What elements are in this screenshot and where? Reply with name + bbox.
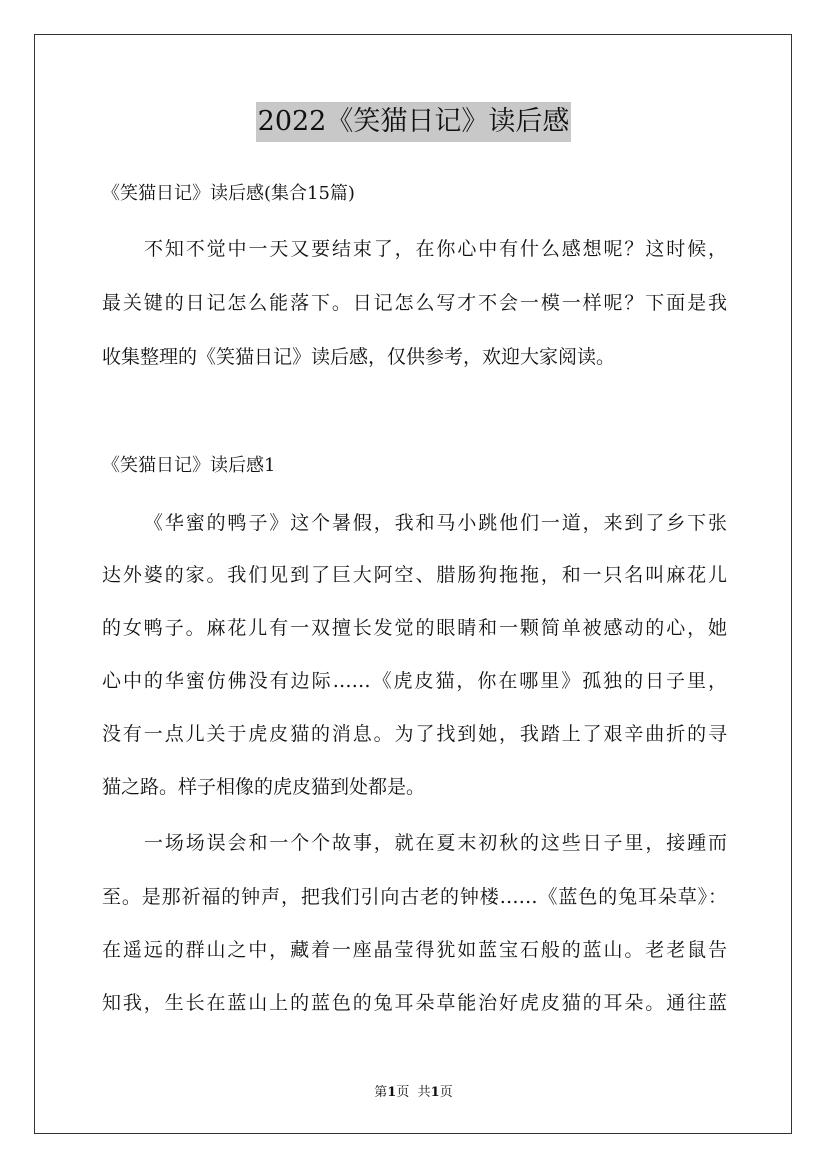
total-label-prefix: 共 bbox=[417, 1085, 431, 1100]
page-label-prefix: 第 bbox=[374, 1085, 388, 1100]
title-container bbox=[0, 102, 827, 142]
intro-line: 收集整理的《笑猫日记》读后感，仅供参考，欢迎大家阅读。 bbox=[102, 346, 616, 368]
paragraph-line: 的女鸭子。麻花儿有一双擅长发觉的眼睛和一颗简单被感动的心，她 bbox=[102, 617, 727, 639]
page-number: 1 bbox=[387, 1085, 397, 1100]
paragraph-line: 知我，生长在蓝山上的蓝色的兔耳朵草能治好虎皮猫的耳朵。通往蓝 bbox=[102, 992, 727, 1014]
page-label-suffix: 页 bbox=[396, 1085, 410, 1100]
paragraph-line: 猫之路。样子相像的虎皮猫到处都是。 bbox=[102, 776, 426, 798]
paragraph-line: 至。是那祈福的钟声，把我们引向古老的钟楼……《蓝色的兔耳朵草》： bbox=[102, 886, 727, 908]
paragraph-line: 心中的华蜜仿佛没有边际……《虎皮猫，你在哪里》孤独的日子里， bbox=[102, 670, 727, 692]
paragraph-line: 《华蜜的鸭子》这个暑假，我和马小跳他们一道，来到了乡下张 bbox=[144, 512, 727, 534]
intro-line: 不知不觉中一天又要结束了，在你心中有什么感想呢？这时候， bbox=[144, 238, 727, 260]
section-heading: 《笑猫日记》读后感1 bbox=[102, 455, 276, 476]
page-footer bbox=[0, 1084, 827, 1102]
paragraph-line: 一场场误会和一个个故事，就在夏末初秋的这些日子里，接踵而 bbox=[144, 832, 727, 854]
total-pages: 1 bbox=[430, 1085, 440, 1100]
document-title: 2022《笑猫日记》读后感 bbox=[256, 102, 572, 142]
paragraph-line: 没有一点儿关于虎皮猫的消息。为了找到她，我踏上了艰辛曲折的寻 bbox=[102, 723, 727, 745]
total-label-suffix: 页 bbox=[439, 1085, 453, 1100]
paragraph-line: 在遥远的群山之中，藏着一座晶莹得犹如蓝宝石般的蓝山。老老鼠告 bbox=[102, 939, 727, 961]
intro-line: 最关键的日记怎么能落下。日记怎么写才不会一模一样呢？下面是我 bbox=[102, 292, 727, 314]
document-subtitle: 《笑猫日记》读后感(集合15篇) bbox=[102, 183, 355, 204]
paragraph-line: 达外婆的家。我们见到了巨大阿空、腊肠狗拖拖，和一只名叫麻花儿 bbox=[102, 564, 727, 586]
